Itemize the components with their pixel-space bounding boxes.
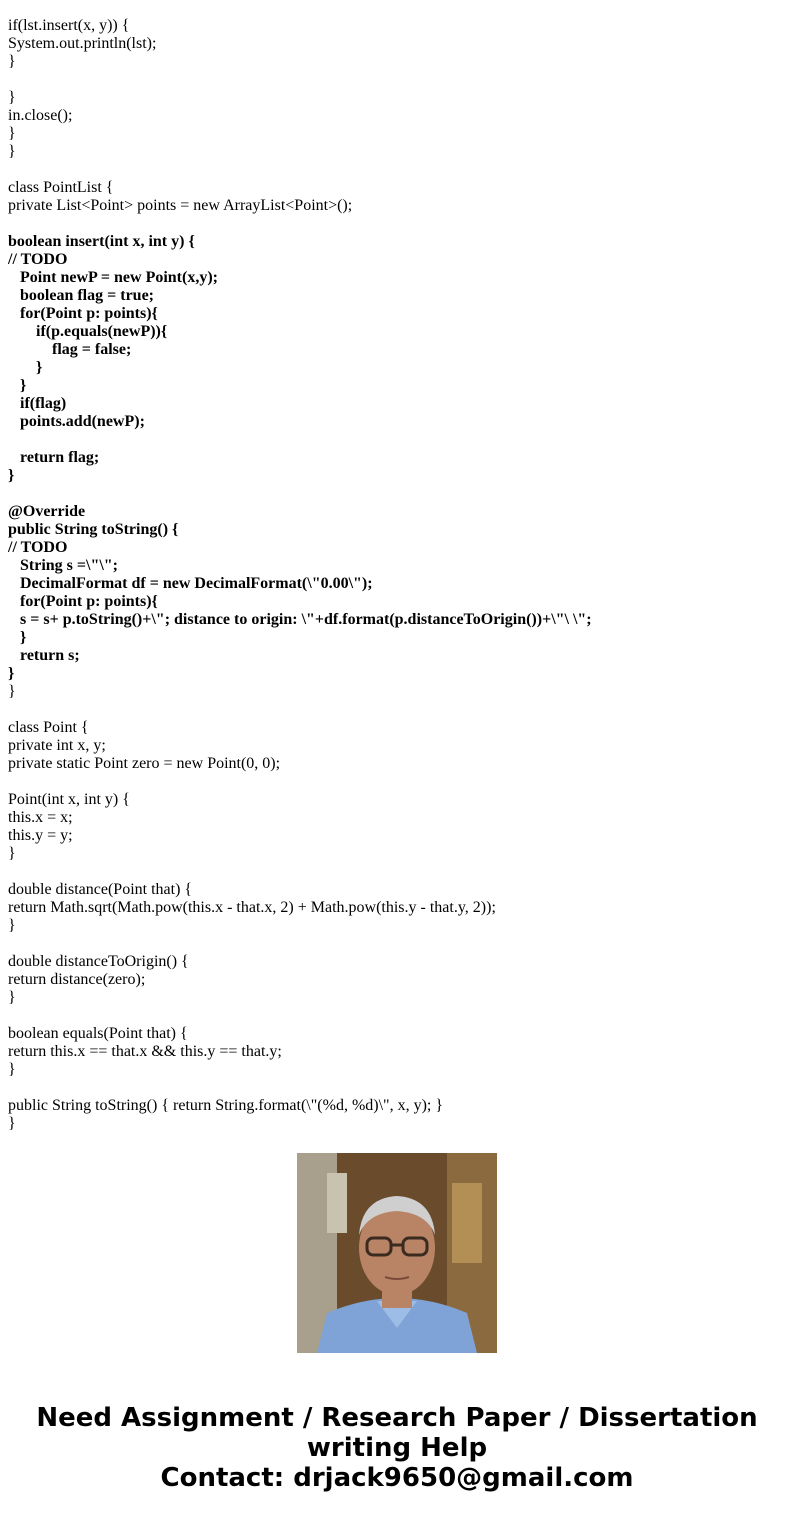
code-line	[8, 1007, 788, 1025]
code-line: this.x = x;	[8, 809, 73, 826]
code-line	[8, 431, 788, 449]
code-line: }	[8, 917, 16, 934]
promo-line-1: Need Assignment / Research Paper / Dissertation	[36, 1403, 758, 1433]
code-line: s = s+ p.toString()+\"; distance to origin: \"+df.format(p.distanceToOrigin())+\"\ \";	[8, 611, 592, 628]
code-line: }	[8, 359, 43, 376]
code-line: }	[8, 143, 16, 160]
code-line	[8, 71, 788, 89]
code-line: flag = false;	[8, 341, 132, 358]
code-line	[8, 215, 788, 233]
code-line: }	[8, 377, 27, 394]
code-line: System.out.println(lst);	[8, 35, 157, 52]
code-line: }	[8, 845, 16, 862]
code-line: }	[8, 53, 16, 70]
code-line: return flag;	[8, 449, 100, 466]
code-line: double distance(Point that) {	[8, 881, 193, 898]
code-line: for(Point p: points){	[8, 305, 158, 322]
code-line: private static Point zero = new Point(0, 0);	[8, 755, 281, 772]
code-line	[8, 863, 788, 881]
code-line	[8, 1079, 788, 1097]
code-line: }	[8, 1061, 16, 1078]
code-line: @Override	[8, 503, 86, 520]
code-line: if(flag)	[8, 395, 67, 412]
code-line: Point newP = new Point(x,y);	[8, 269, 218, 286]
code-line: }	[8, 1115, 16, 1132]
code-line: boolean flag = true;	[8, 287, 154, 304]
code-line	[8, 485, 788, 503]
code-line: Point(int x, int y) {	[8, 791, 130, 808]
code-line: in.close();	[8, 107, 73, 124]
code-line: }	[8, 629, 27, 646]
code-line: public String toString() { return String.format(\"(%d, %d)\", x, y); }	[8, 1097, 444, 1114]
code-line: }	[8, 125, 16, 142]
code-line: }	[8, 683, 16, 700]
code-line	[8, 935, 788, 953]
code-line: }	[8, 89, 16, 106]
code-line: // TODO	[8, 251, 68, 268]
code-line	[8, 773, 788, 791]
code-line	[8, 701, 788, 719]
code-line: }	[8, 467, 15, 484]
code-line: this.y = y;	[8, 827, 73, 844]
code-line: class Point {	[8, 719, 89, 736]
code-line: private int x, y;	[8, 737, 106, 754]
promo-line-2: writing Help	[306, 1433, 488, 1463]
promo-banner	[0, 1403, 794, 1493]
code-line: DecimalFormat df = new DecimalFormat(\"0.00\");	[8, 575, 373, 592]
author-portrait-image	[297, 1153, 497, 1353]
code-line: return Math.sqrt(Math.pow(this.x - that.x, 2) + Math.pow(this.y - that.y, 2));	[8, 899, 496, 916]
code-line: boolean insert(int x, int y) {	[8, 233, 195, 250]
code-line: for(Point p: points){	[8, 593, 158, 610]
code-line: }	[8, 989, 16, 1006]
code-line: return this.x == that.x && this.y == that.y;	[8, 1043, 282, 1060]
code-line: public String toString() {	[8, 521, 179, 538]
promo-contact-line: Contact: drjack9650@gmail.com	[160, 1463, 634, 1493]
code-listing	[8, 17, 788, 1132]
code-line	[8, 161, 788, 179]
code-line: if(p.equals(newP)){	[8, 323, 168, 340]
code-line: // TODO	[8, 539, 68, 556]
code-line: class PointList {	[8, 179, 114, 196]
code-line: String s =\"\";	[8, 557, 118, 574]
code-line: points.add(newP);	[8, 413, 145, 430]
code-line: boolean equals(Point that) {	[8, 1025, 188, 1042]
code-line: }	[8, 665, 15, 682]
code-line: private List<Point> points = new ArrayList<Point>();	[8, 197, 353, 214]
code-line: return distance(zero);	[8, 971, 146, 988]
author-avatar	[297, 1153, 497, 1353]
code-line: if(lst.insert(x, y)) {	[8, 17, 130, 34]
code-line: return s;	[8, 647, 80, 664]
code-line: double distanceToOrigin() {	[8, 953, 189, 970]
